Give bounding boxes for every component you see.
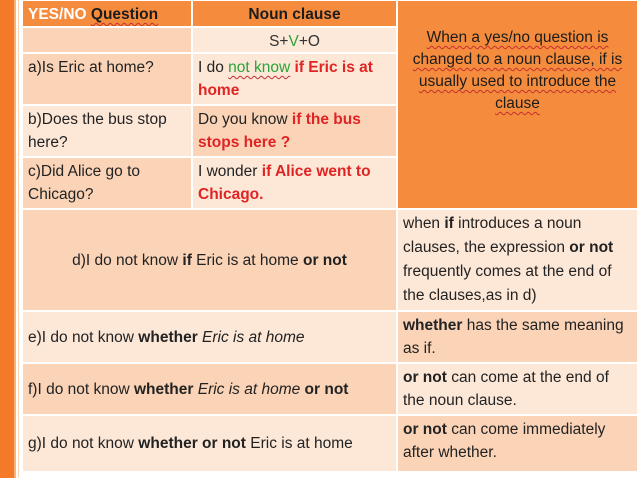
- clause-c-plain: I wonder: [198, 163, 262, 180]
- note-d-if: if: [444, 215, 454, 232]
- accent-bar: [0, 0, 14, 478]
- example-g-sentence: [28, 432, 353, 455]
- example-f-whether: whether: [133, 380, 194, 398]
- question-b: [22, 105, 192, 157]
- clause-a-red: if Eric is at home: [198, 59, 373, 99]
- header-question-label: Question: [90, 6, 159, 23]
- question-c: [22, 157, 192, 209]
- note-f-part-b: can come at the end of the noun clause.: [403, 369, 609, 409]
- clause-c: [192, 157, 397, 209]
- clause-a-plain: I do: [198, 59, 229, 76]
- formula-s: S+: [269, 33, 289, 50]
- example-e-sentence: [28, 326, 305, 349]
- header-question: [22, 0, 192, 27]
- question-c-text: c)Did Alice go to Chicago?: [28, 163, 140, 203]
- example-g-part-a: g)I do not know: [28, 435, 139, 452]
- note-g-or-not: or not: [403, 421, 447, 438]
- question-a: [22, 53, 192, 105]
- example-e-whether: whether: [138, 328, 198, 346]
- note-d-part-a: when: [403, 215, 445, 232]
- note-g-part-b: can come immediately after whether.: [403, 421, 606, 461]
- example-d-part-c: Eric is at home: [191, 251, 303, 269]
- example-d-if: if: [182, 251, 192, 269]
- note-d-or-not: or not: [569, 239, 614, 256]
- example-f: [22, 363, 397, 415]
- question-b-text: b)Does the bus stop here?: [28, 111, 167, 151]
- accent-line: [14, 0, 16, 478]
- formula-o: +O: [298, 33, 320, 50]
- example-e-part-c: Eric is at home: [197, 328, 305, 346]
- clause-a-green: not know: [228, 59, 291, 76]
- note-e-part-b: has the same meaning as if.: [403, 317, 624, 357]
- example-g-part-c: Eric is at home: [245, 435, 353, 452]
- example-d-part-a: d)I do not know: [72, 251, 183, 269]
- clause-b: [192, 105, 397, 157]
- noun-clause-table: [22, 0, 638, 470]
- accent-line-thin: [18, 0, 19, 478]
- example-g-whether-or-not: whether or not: [138, 435, 246, 452]
- side-note: [397, 0, 638, 209]
- formula-v: V: [288, 33, 299, 50]
- note-e-whether: whether: [403, 317, 463, 334]
- header-noun-clause: Noun clause: [192, 0, 397, 27]
- example-d-sentence: [72, 249, 347, 272]
- formula: [192, 27, 397, 53]
- note-f-or-not: or not: [403, 369, 447, 386]
- note-d-part-e: frequently comes at the end of the clauses,as in d): [403, 263, 612, 304]
- note-d-part-c: introduces a noun clauses, the expression: [403, 215, 582, 256]
- clause-a: [192, 53, 397, 105]
- formula-blank: [22, 27, 192, 53]
- example-f-sentence: [28, 378, 348, 401]
- side-note-text: When a yes/no question is changed to a noun clause, if is usually used to introduce the clause: [412, 29, 623, 112]
- note-e: [397, 311, 638, 363]
- clause-c-red: if Alice went to Chicago.: [198, 163, 371, 203]
- clause-b-plain: Do you know: [198, 111, 292, 128]
- example-f-or-not: or not: [304, 380, 349, 398]
- example-e: [22, 311, 397, 363]
- example-d: [22, 209, 397, 311]
- note-g: [397, 415, 638, 472]
- example-f-part-c: Eric is at home: [193, 380, 305, 398]
- example-d-or-not: or not: [302, 251, 347, 269]
- note-d: [397, 209, 638, 311]
- example-f-part-a: f)I do not know: [28, 380, 134, 398]
- example-g: [22, 415, 397, 472]
- example-e-part-a: e)I do not know: [28, 328, 139, 346]
- note-f: [397, 363, 638, 415]
- header-yes-no: YES/NO: [28, 6, 87, 23]
- question-a-text: a)Is Eric at home?: [28, 59, 154, 76]
- clause-b-red: if the bus stops here ?: [198, 111, 361, 151]
